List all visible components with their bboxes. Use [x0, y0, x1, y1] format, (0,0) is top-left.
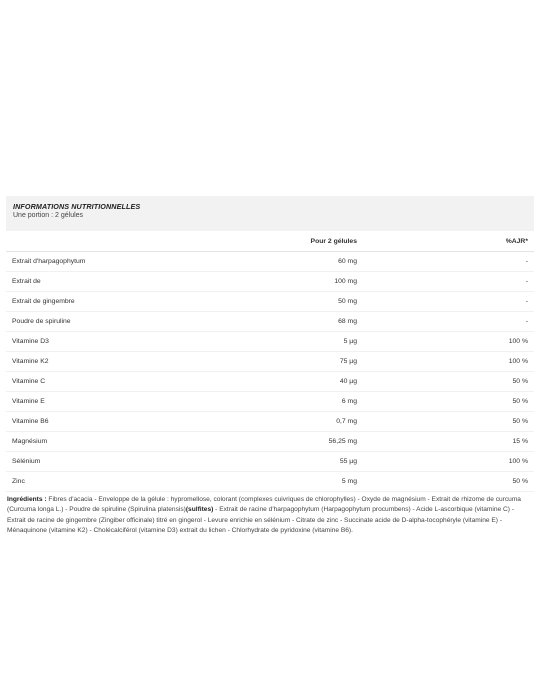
- table-row: [6, 372, 534, 392]
- nutrient-ajr: 15 %: [363, 432, 534, 452]
- nutrient-ajr: 50 %: [363, 392, 534, 412]
- nutrient-ajr: 100 %: [363, 332, 534, 352]
- table-row: [6, 432, 534, 452]
- table-row: [6, 392, 534, 412]
- nutrient-ajr: -: [363, 252, 534, 272]
- nutrient-amount: 56,25 mg: [246, 432, 363, 452]
- panel-title: INFORMATIONS NUTRITIONNELLES: [13, 202, 141, 211]
- nutrient-amount: 68 mg: [246, 312, 363, 332]
- table-row: [6, 332, 534, 352]
- nutrient-name: Magnésium: [6, 432, 246, 452]
- nutrient-name: Vitamine B6: [6, 412, 246, 432]
- nutrient-name: Vitamine C: [6, 372, 246, 392]
- nutrient-ajr: 50 %: [363, 412, 534, 432]
- nutrient-name: Extrait d'harpagophytum: [6, 252, 246, 272]
- nutrition-table: [6, 231, 534, 492]
- nutrient-ajr: -: [363, 292, 534, 312]
- nutrient-amount: 0,7 mg: [246, 412, 363, 432]
- table-row: [6, 412, 534, 432]
- ingredients-label: Ingrédients :: [7, 496, 47, 503]
- column-header-ajr: %AJR*: [363, 231, 534, 252]
- nutrient-ajr: 100 %: [363, 452, 534, 472]
- nutrient-ajr: 50 %: [363, 372, 534, 392]
- column-header-nutrient: [6, 231, 246, 252]
- nutrient-name: Vitamine K2: [6, 352, 246, 372]
- table-header-row: [6, 231, 534, 252]
- nutrient-ajr: -: [363, 312, 534, 332]
- table-row: [6, 252, 534, 272]
- nutrient-amount: 5 mg: [246, 472, 363, 492]
- nutrient-name: Poudre de spiruline: [6, 312, 246, 332]
- table-row: [6, 452, 534, 472]
- nutrient-amount: 5 µg: [246, 332, 363, 352]
- nutrient-amount: 75 µg: [246, 352, 363, 372]
- nutrient-name: Zinc: [6, 472, 246, 492]
- nutrient-amount: 6 mg: [246, 392, 363, 412]
- nutrient-name: Extrait de: [6, 272, 246, 292]
- nutrient-amount: 40 µg: [246, 372, 363, 392]
- nutrient-name: Vitamine E: [6, 392, 246, 412]
- nutrient-ajr: 50 %: [363, 472, 534, 492]
- table-row: [6, 292, 534, 312]
- table-row: [6, 272, 534, 292]
- ingredients-list-part1: Fibres d'acacia - Enveloppe de la gélule : hypromellose, colorant (complexes cuivriques de chlorophylles) - Oxyde de magnésium - Extrait de rhizome de curcuma (Curcuma longa L.) - Poudre de spiruline (Spirulina platensis): [7, 496, 521, 514]
- nutrient-name: Vitamine D3: [6, 332, 246, 352]
- allergen-sulfites: (sulfites): [185, 506, 214, 514]
- nutrient-amount: 100 mg: [246, 272, 363, 292]
- nutrient-amount: 55 µg: [246, 452, 363, 472]
- table-row: [6, 472, 534, 492]
- panel-header: [6, 196, 534, 231]
- nutrient-name: Sélénium: [6, 452, 246, 472]
- serving-size: Une portion : 2 gélules: [13, 212, 84, 219]
- table-row: [6, 312, 534, 332]
- nutrient-name: Extrait de gingembre: [6, 292, 246, 312]
- column-header-amount: Pour 2 gélules: [246, 231, 363, 252]
- nutrient-amount: 50 mg: [246, 292, 363, 312]
- nutrient-amount: 60 mg: [246, 252, 363, 272]
- table-row: [6, 352, 534, 372]
- ingredients-list-part2: - Extrait de racine d'harpagophytum (Harpagophytum procumbens) - Acide L-ascorbique (vitamine C) - Extrait de racine de gingembre (Zingiber officinale) titré en gingerol - Levure enrichie en sélénium - Citrate de zinc - Succinate acide de D-alpha-tocophéryle (vitamine E) - Ménaquinone (vitamine K2) - Cholécalciférol (vitamine D3) extrait du lichen - Chlorhydrate de pyridoxine (vitamine B6).: [7, 506, 515, 534]
- nutrient-ajr: 100 %: [363, 352, 534, 372]
- nutrition-panel: [6, 196, 534, 536]
- nutrient-ajr: -: [363, 272, 534, 292]
- ingredients-text: [6, 495, 534, 536]
